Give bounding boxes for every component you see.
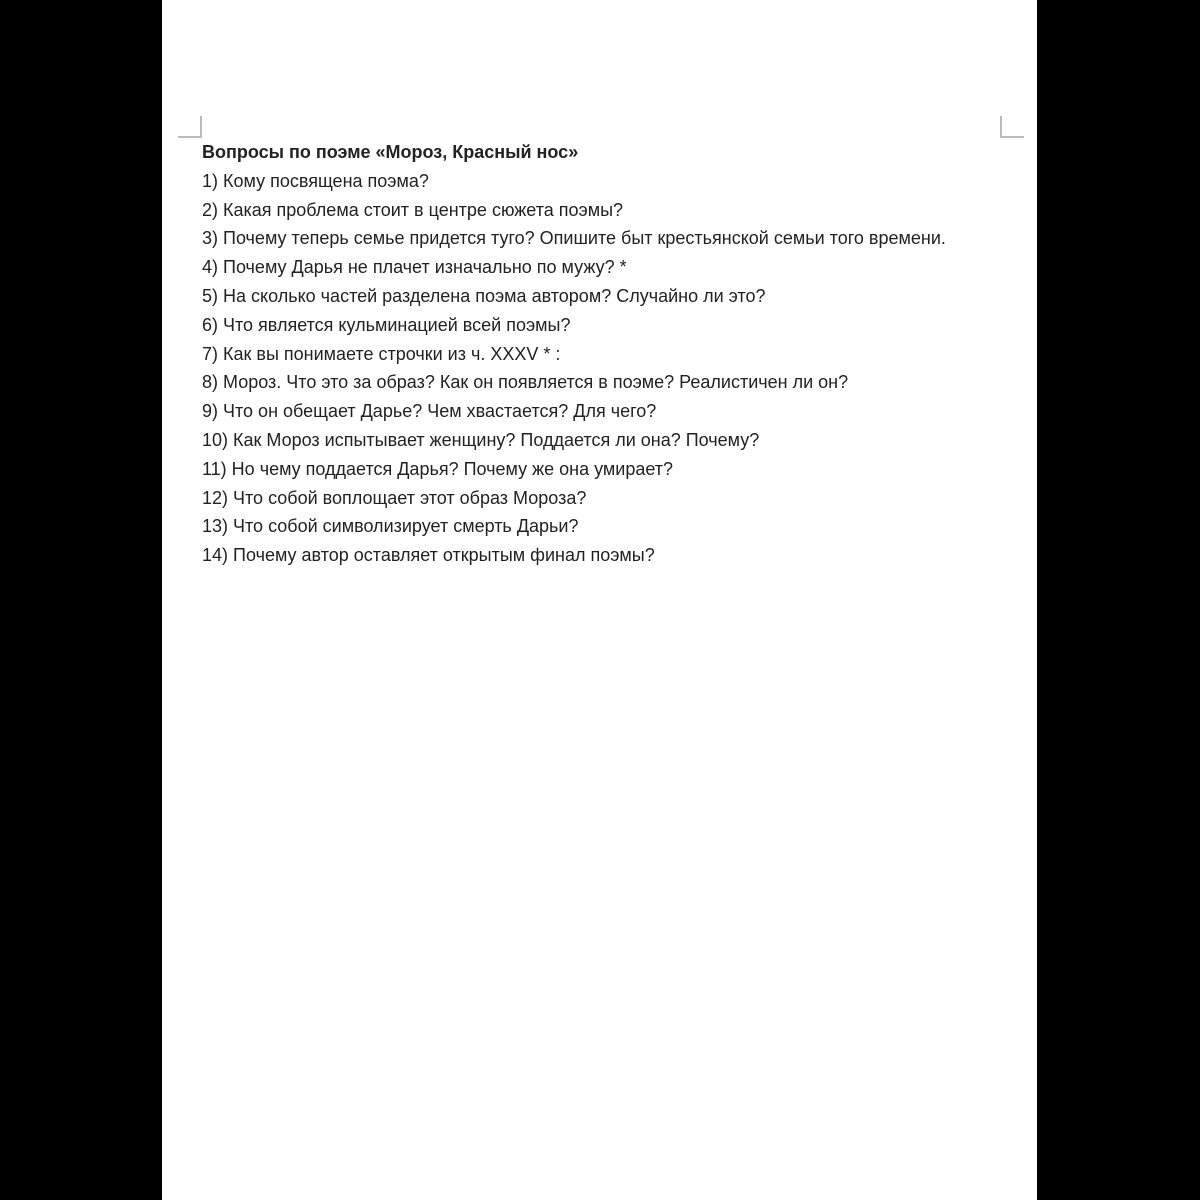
question-item: 14) Почему автор оставляет открытым финал поэмы? [202,545,655,566]
question-item: 12) Что собой воплощает этот образ Мороза? [202,487,587,508]
document-page [162,0,1037,1200]
margin-corner-marker [178,116,202,138]
question-item: 13) Что собой символизирует смерть Дарьи? [202,516,579,537]
question-item: 1) Кому посвящена поэма? [202,170,429,191]
question-item: 9) Что он обещает Дарье? Чем хвастается? Для чего? [202,401,657,422]
question-item: 7) Как вы понимаете строчки из ч. XXXV * : [202,343,561,364]
question-item: 8) Мороз. Что это за образ? Как он появляется в поэме? Реалистичен ли он? [202,372,849,393]
document-body [202,138,992,570]
question-item: 5) На сколько частей разделена поэма автором? Случайно ли это? [202,285,766,306]
question-item: 11) Но чему поддается Дарья? Почему же она умирает? [202,458,674,479]
question-item: 2) Какая проблема стоит в центре сюжета поэмы? [202,199,624,220]
question-item: 10) Как Мороз испытывает женщину? Поддается ли она? Почему? [202,429,760,450]
margin-corner-marker [1000,116,1024,138]
document-title: Вопросы по поэме «Мороз, Красный нос» [202,142,579,162]
question-item: 6) Что является кульминацией всей поэмы? [202,314,571,335]
question-item: 3) Почему теперь семье придется туго? Опишите быт крестьянской семьи того времени. [202,228,946,249]
question-item: 4) Почему Дарья не плачет изначально по мужу? * [202,257,627,278]
